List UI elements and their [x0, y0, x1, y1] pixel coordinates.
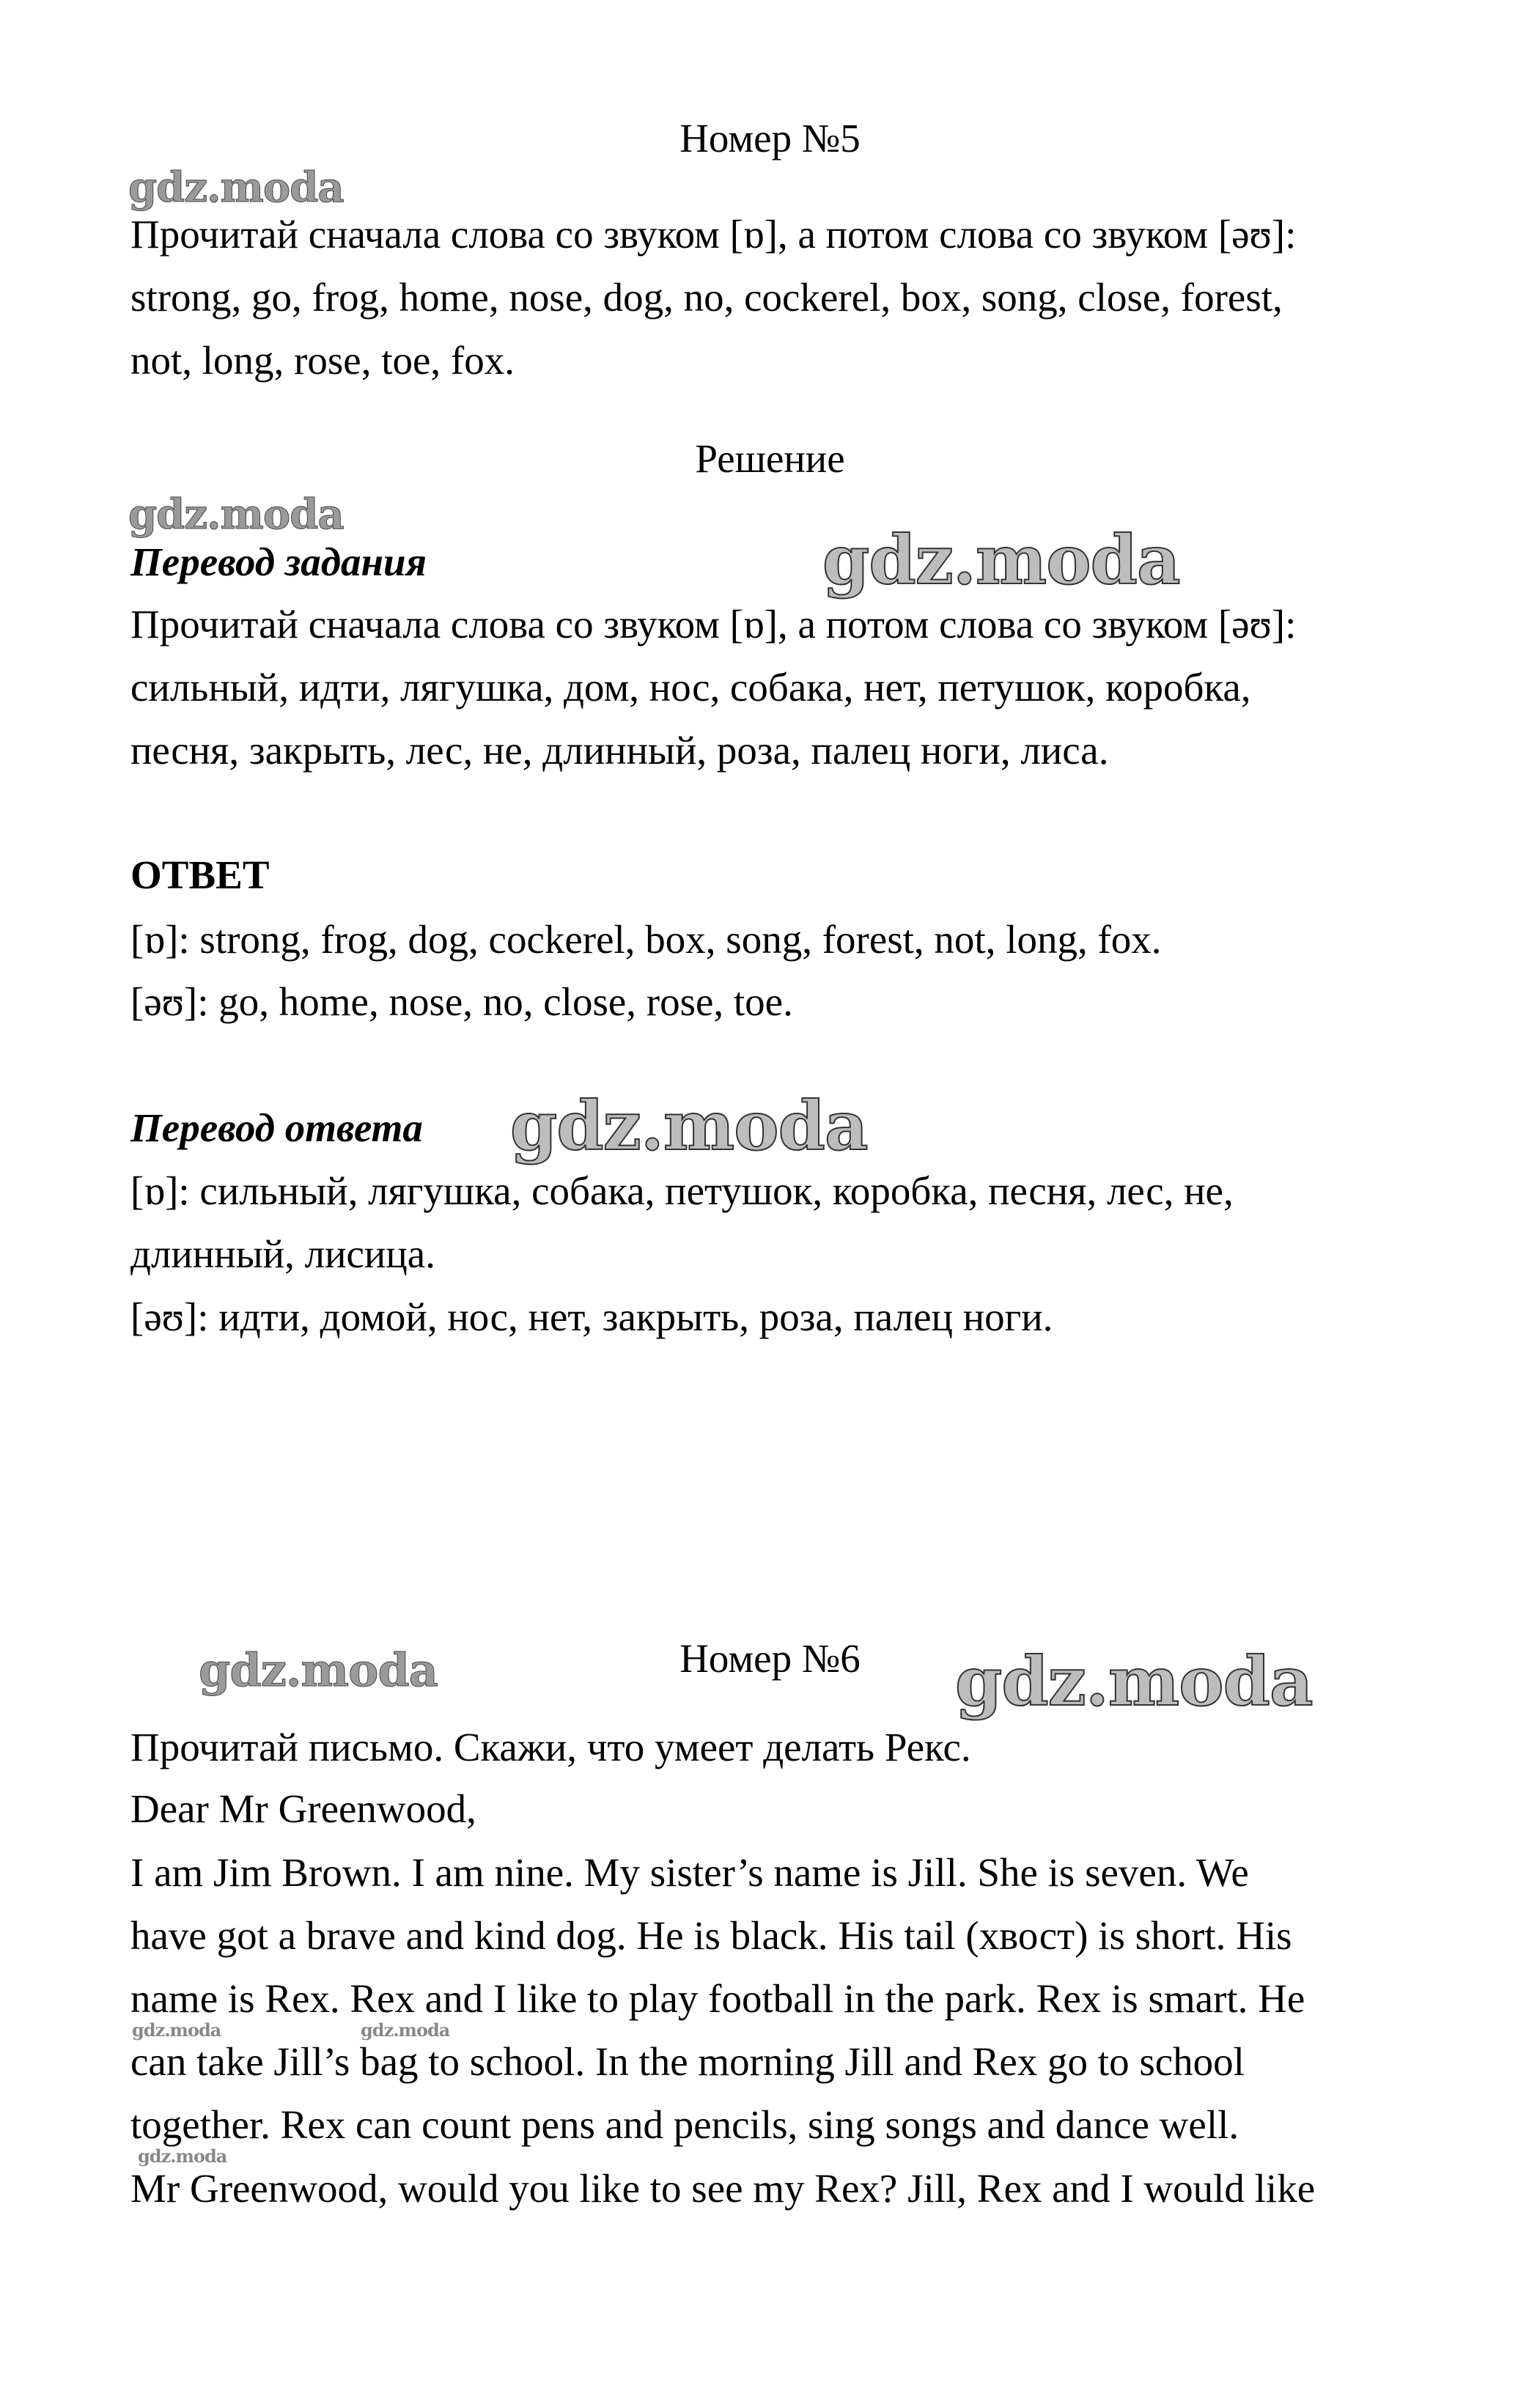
answer-line: [ɒ]: strong, frog, dog, cockerel, box, song, forest, not, long, fox.: [130, 917, 1162, 962]
answer-translation-line: [əʊ]: идти, домой, нос, нет, закрыть, роза, палец ноги.: [130, 1294, 1053, 1339]
task5-title: Номер №5: [679, 116, 861, 161]
task5-line: not, long, rose, toe, fox.: [130, 338, 515, 383]
translation-heading: Перевод задания: [130, 539, 427, 584]
translation-line: сильный, идти, лягушка, дом, нос, собака, нет, петушок, коробка,: [130, 665, 1251, 710]
task6-title: Номер №6: [679, 1636, 861, 1681]
letter-line: I am Jim Brown. I am nine. My sister’s name is Jill. She is seven. We: [130, 1850, 1249, 1895]
watermark: gdz.moda: [128, 490, 344, 539]
letter-line: together. Rex can count pens and pencils, sing songs and dance well.: [130, 2102, 1239, 2147]
translation-line: Прочитай сначала слова со звуком [ɒ], а потом слова со звуком [əʊ]:: [130, 602, 1297, 646]
watermark: gdz.moda: [955, 1642, 1313, 1721]
letter-line: Прочитай письмо. Скажи, что умеет делать Рекс.: [130, 1725, 971, 1769]
answer-translation-heading: Перевод ответа: [130, 1105, 423, 1150]
watermark: gdz.moda: [132, 2019, 221, 2041]
letter-line: have got a brave and kind dog. He is black. His tail (хвост) is short. His: [130, 1913, 1292, 1958]
letter-line: can take Jill’s bag to school. In the morning Jill and Rex go to school: [130, 2039, 1245, 2084]
answer-translation-line: длинный, лисица.: [130, 1231, 435, 1276]
letter-line: Dear Mr Greenwood,: [130, 1786, 476, 1831]
letter-line: name is Rex. Rex and I like to play football in the park. Rex is smart. He: [130, 1976, 1305, 2021]
task5-line: strong, go, frog, home, nose, dog, no, cockerel, box, song, close, forest,: [130, 275, 1283, 320]
answer-line: [əʊ]: go, home, nose, no, close, rose, toe.: [130, 979, 793, 1024]
letter-line: Mr Greenwood, would you like to see my Rex? Jill, Rex and I would like: [130, 2166, 1316, 2211]
watermark: gdz.moda: [138, 2145, 227, 2167]
answer-heading: ОТВЕТ: [130, 852, 270, 897]
watermark: gdz.moda: [510, 1086, 868, 1165]
task5-line: Прочитай сначала слова со звуком [ɒ], а потом слова со звуком [əʊ]:: [130, 212, 1297, 257]
watermark: gdz.moda: [199, 1643, 438, 1697]
watermark: gdz.moda: [128, 163, 344, 212]
solution-heading: Решение: [695, 436, 845, 481]
watermark: gdz.moda: [822, 520, 1180, 600]
answer-translation-line: [ɒ]: сильный, лягушка, собака, петушок, коробка, песня, лес, не,: [130, 1168, 1234, 1213]
translation-line: песня, закрыть, лес, не, длинный, роза, палец ноги, лиса.: [130, 728, 1109, 773]
watermark: gdz.moda: [361, 2019, 450, 2041]
